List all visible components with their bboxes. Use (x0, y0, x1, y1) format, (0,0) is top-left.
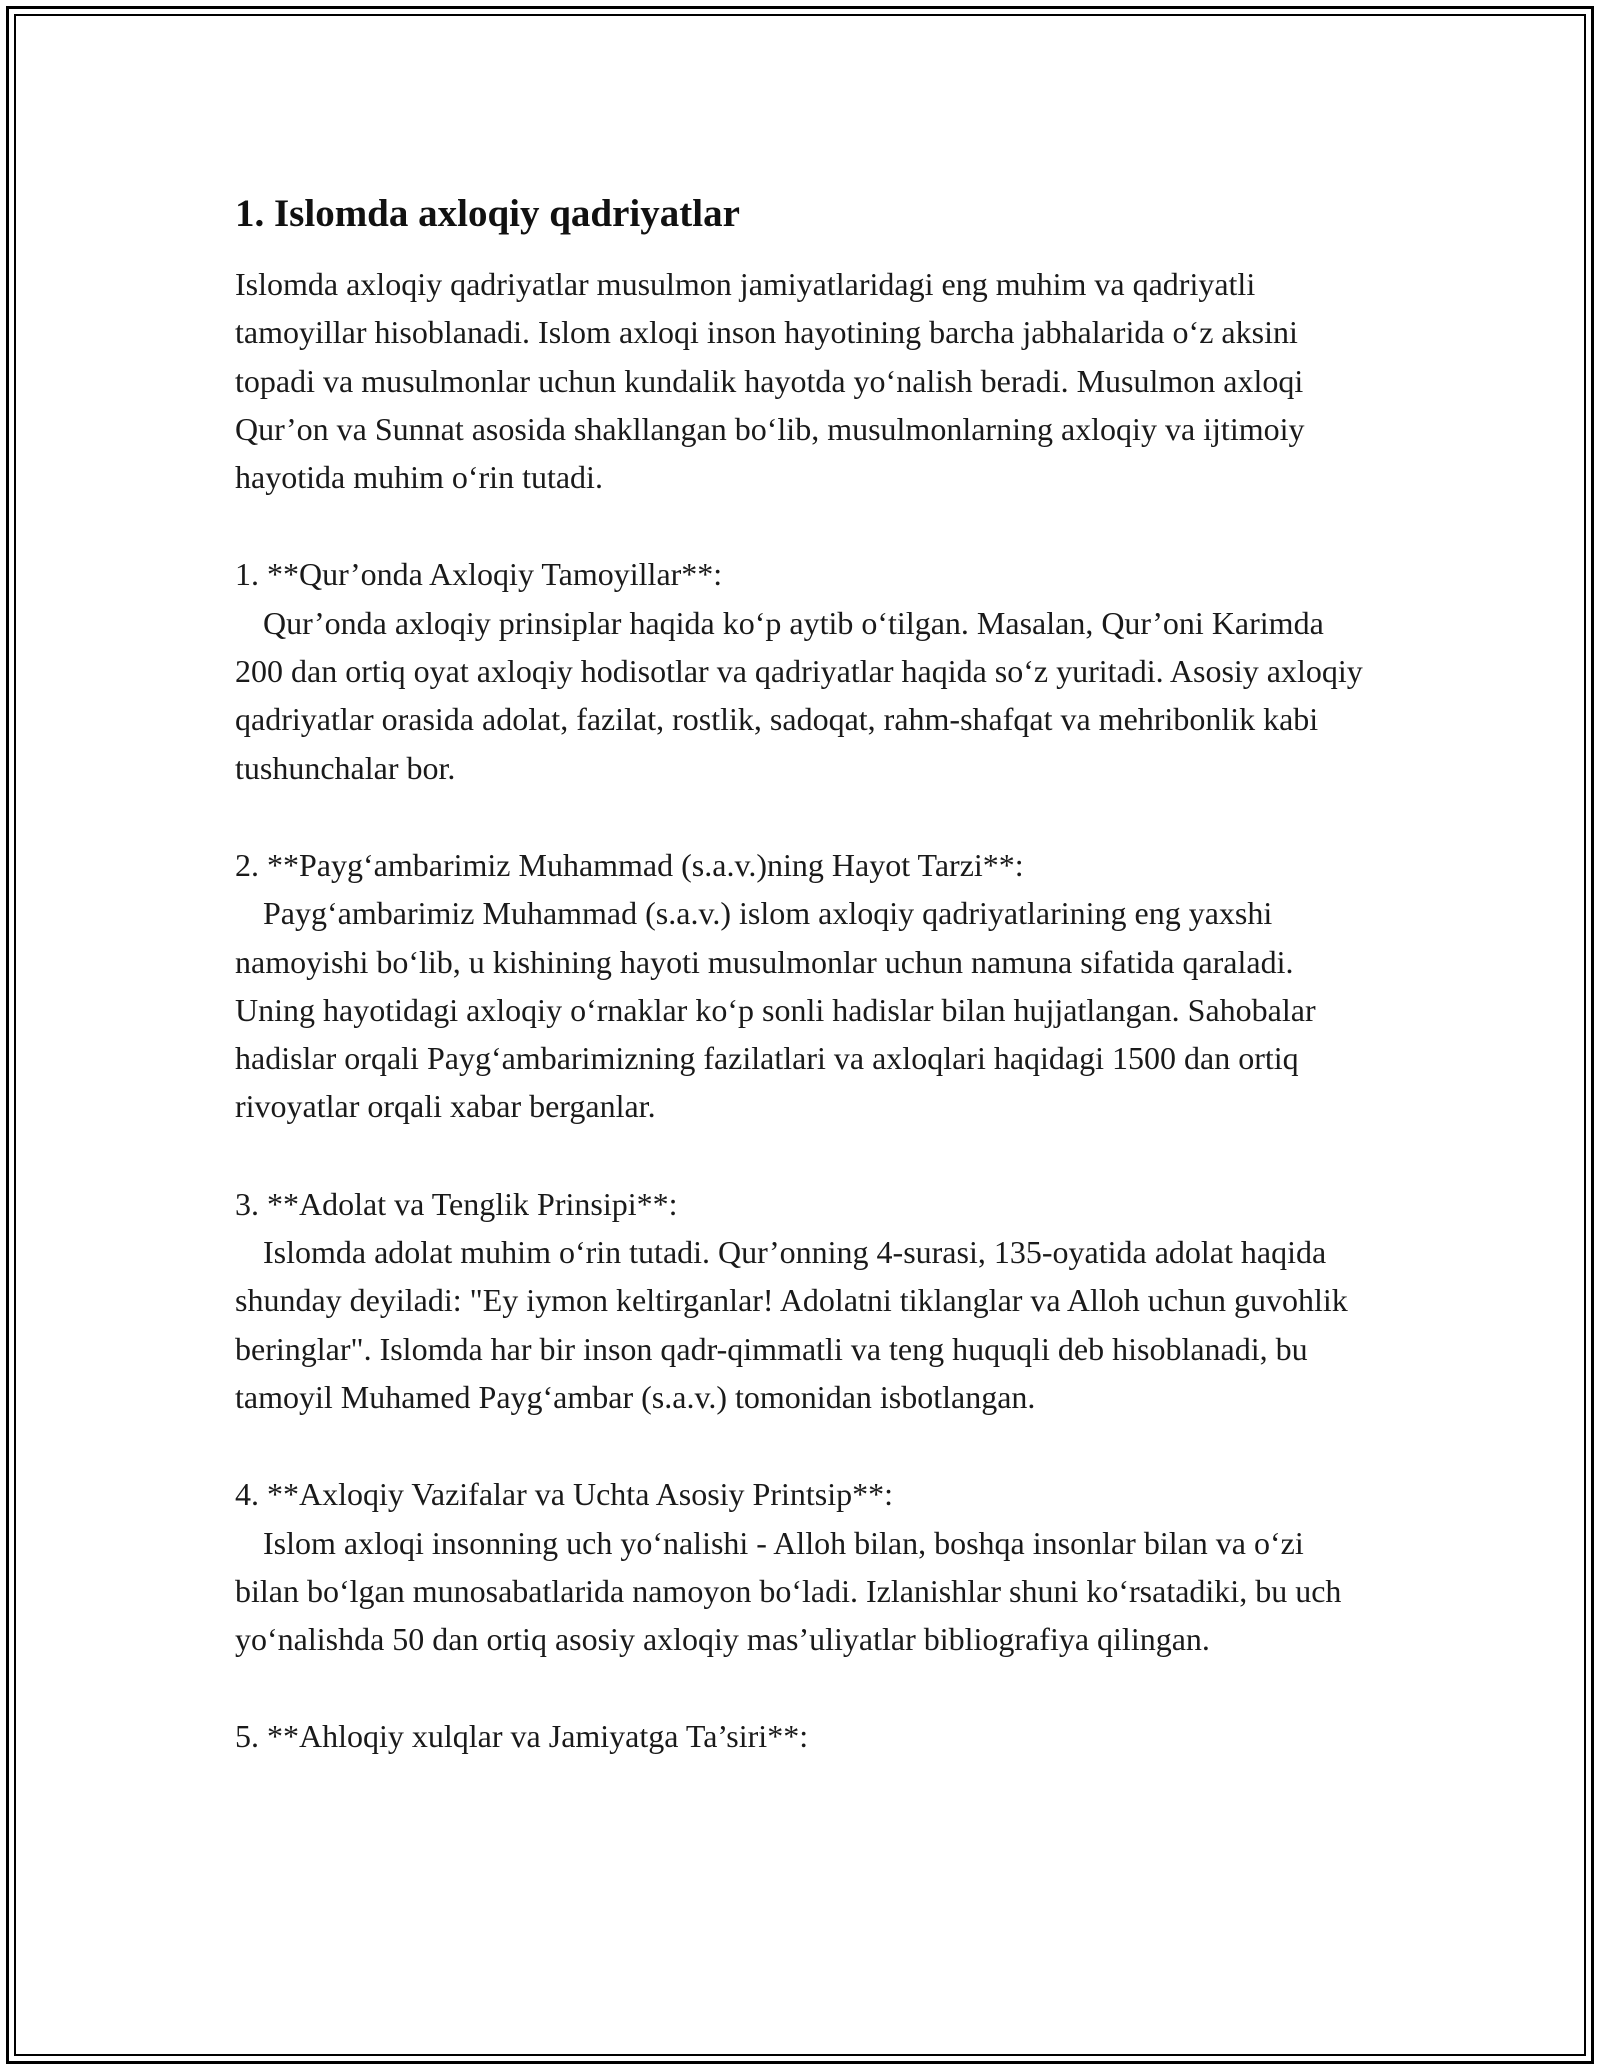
section-2 (235, 841, 1375, 1131)
section-title: 5. **Ahloqiy xulqlar va Jamiyatga Ta’siri**: (235, 1718, 809, 1755)
section-body: Qur’onda axloqiy prinsiplar haqida ko‘p aytib o‘tilgan. Masalan, Qur’oni Karimda 200 dan ortiq oyat axloqiy hodisotlar va qadriyatlar haqida so‘z yuritadi. Asosiy axloqiy qadriyatlar orasida adolat, fazilat, rostlik, sadoqat, rahm-shafqat va mehribonlik kabi tushunchalar bor. (235, 604, 1363, 786)
section-body: Payg‘ambarimiz Muhammad (s.a.v.) islom axloqiy qadriyatlarining eng yaxshi namoyishi bo‘lib, u kishining hayoti musulmonlar uchun namuna sifatida qaraladi. Uning hayotidagi axloqiy o‘rnaklar ko‘p sonli hadislar bilan hujjatlangan. Sahobalar hadislar orqali Payg‘ambarimizning fazilatlari va axloqlari haqidagi 1500 dan ortiq rivoyatlar orqali xabar berganlar. (235, 895, 1316, 1125)
section-5 (235, 1712, 1375, 1760)
section-1 (235, 550, 1375, 791)
intro-paragraph: Islomda axloqiy qadriyatlar musulmon jamiyatlaridagi eng muhim va qadriyatli tamoyillar hisoblanadi. Islom axloqi inson hayotining barcha jabhalarida o‘z aksini topadi va musulmonlar uchun kundalik hayotda yo‘nalish beradi. Musulmon axloqi Qur’on va Sunnat asosida shakllangan bo‘lib, musulmonlarning axloqiy va ijtimoiy hayotida muhim o‘rin tutadi. (235, 266, 1305, 496)
section-title: 4. **Axloqiy Vazifalar va Uchta Asosiy Printsip**: (235, 1476, 893, 1513)
section-title: 1. **Qur’onda Axloqiy Tamoyillar**: (235, 556, 723, 593)
section-body: Islom axloqi insonning uch yo‘nalishi - Alloh bilan, boshqa insonlar bilan va o‘zi bilan bo‘lgan munosabatlarida namoyon bo‘ladi. Izlanishlar shuni ko‘rsatadiki, bu uch yo‘nalishda 50 dan ortiq asosiy axloqiy mas’uliyatlar bibliografiya qilingan. (235, 1524, 1342, 1658)
section-body: Islomda adolat muhim o‘rin tutadi. Qur’onning 4-surasi, 135-oyatida adolat haqida shunday deyiladi: "Ey iymon keltirganlar! Adolatni tiklanglar va Alloh uchun guvohlik beringlar". Islomda har bir inson qadr-qimmatli va teng huquqli deb hisoblanadi, bu tamoyil Muhamed Payg‘ambar (s.a.v.) tomonidan isbotlangan. (235, 1234, 1348, 1415)
section-title: 3. **Adolat va Tenglik Prinsipi**: (235, 1185, 678, 1222)
section-title: 2. **Payg‘ambarimiz Muhammad (s.a.v.)ning Hayot Tarzi**: (235, 846, 1024, 883)
document-page (235, 188, 1375, 1761)
section-3 (235, 1180, 1375, 1421)
document-heading: 1. Islomda axloqiy qadriyatlar (235, 192, 740, 235)
section-4 (235, 1470, 1375, 1663)
